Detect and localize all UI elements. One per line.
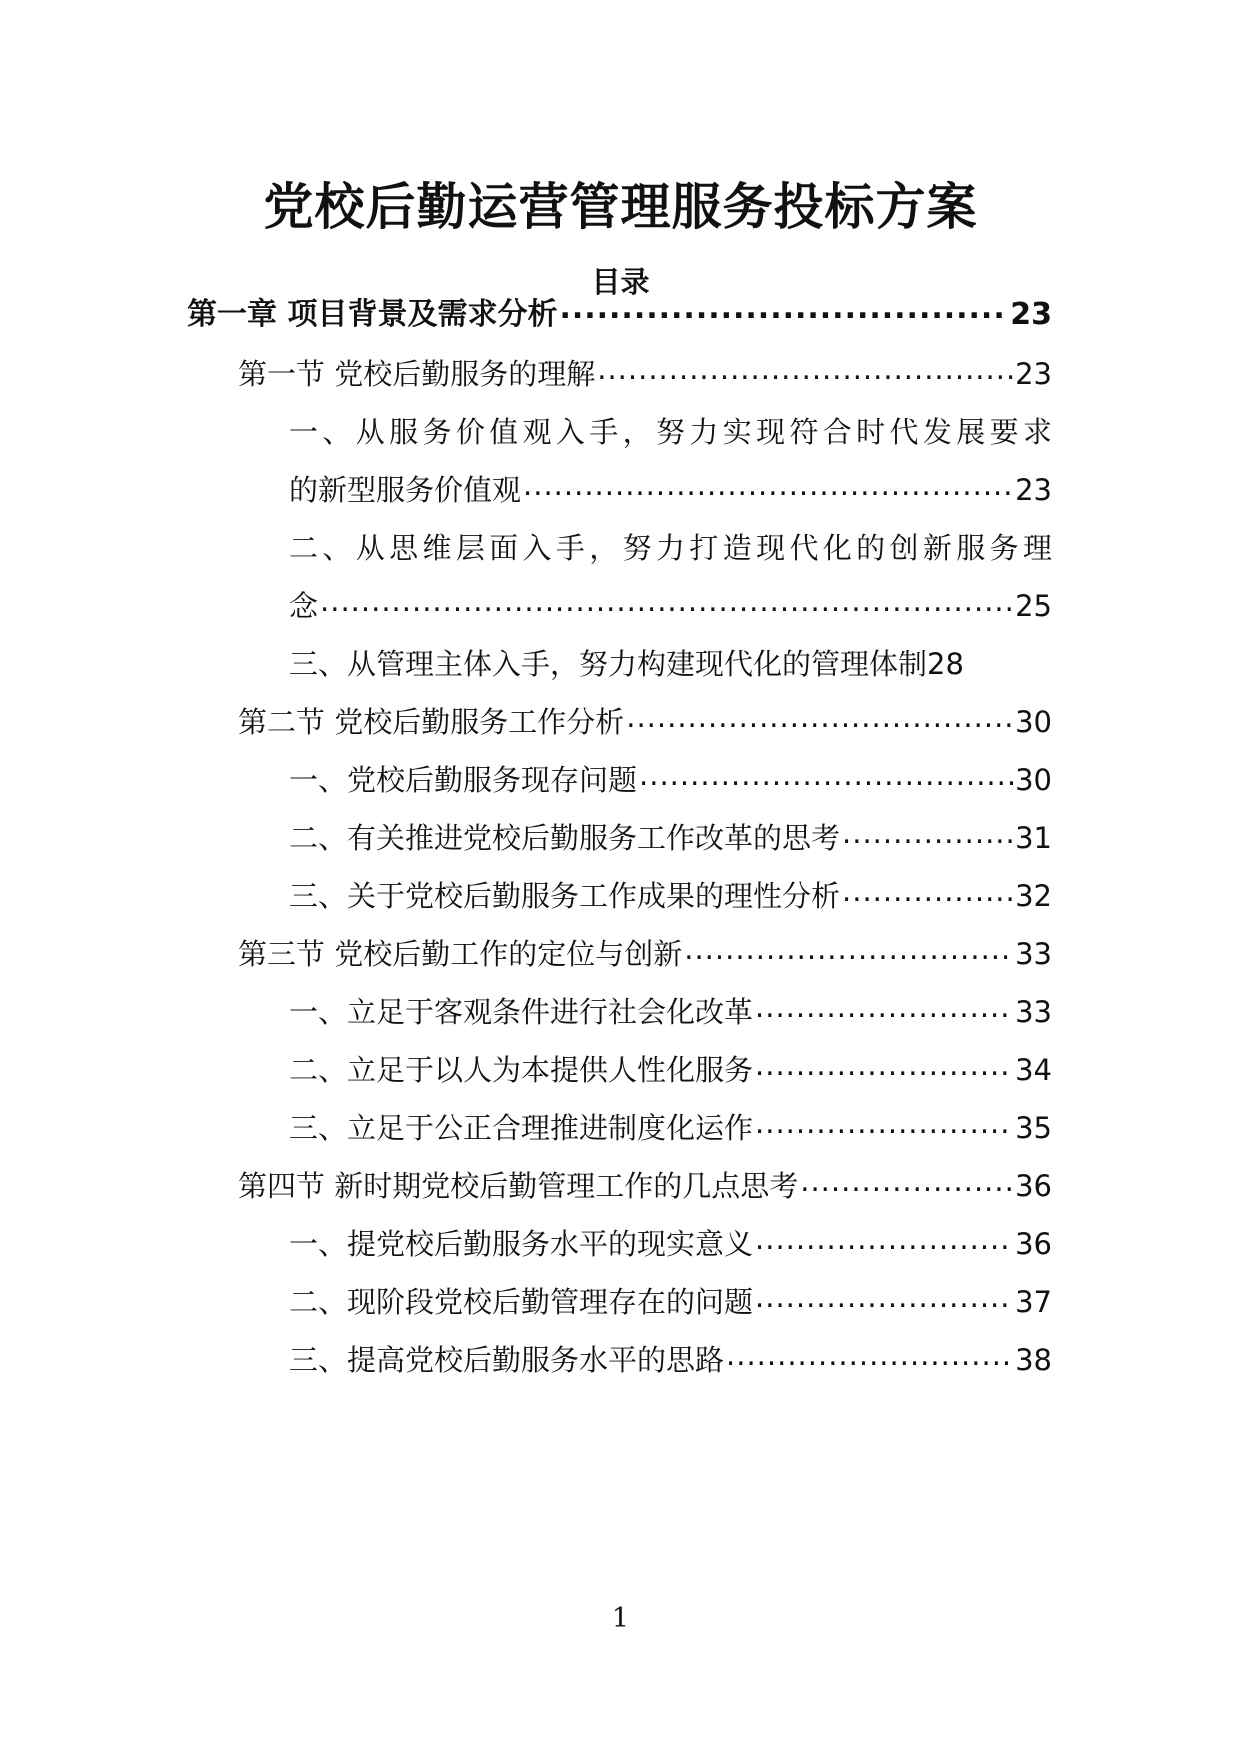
- toc-entry-chapter-1[interactable]: [187, 283, 1052, 347]
- document-title: 党校后勤运营管理服务投标方案: [263, 178, 978, 236]
- page-number: 1: [611, 1603, 630, 1634]
- dot-leader: [320, 587, 1013, 616]
- toc-entry-page: 33: [1015, 995, 1052, 1029]
- dot-leader: [842, 819, 1013, 848]
- toc-entry-page: 37: [1015, 1285, 1052, 1319]
- toc-entry-section-2[interactable]: [238, 690, 1052, 754]
- toc-entry-page: 23: [1010, 297, 1052, 332]
- toc-entry-text: 一、立足于客观条件进行社会化改革: [289, 995, 754, 1029]
- toc-entry-3-1[interactable]: [289, 980, 1052, 1044]
- dot-leader: [523, 471, 1013, 500]
- toc-entry-section-3[interactable]: [238, 922, 1052, 986]
- toc-entry-page: 36: [1015, 1169, 1052, 1203]
- toc-entry-text: 第二节 党校后勤服务工作分析: [238, 705, 625, 739]
- toc-entry-2-3[interactable]: [289, 864, 1052, 928]
- toc-entry-page: 30: [1015, 705, 1052, 739]
- dot-leader: [800, 1167, 1013, 1196]
- toc-entry-text: 一、提党校后勤服务水平的现实意义: [289, 1227, 754, 1261]
- toc-entry-text: 一、党校后勤服务现存问题: [289, 763, 638, 797]
- toc-entry-1-2-line2[interactable]: [289, 574, 1052, 638]
- toc-entry-page: 23: [1015, 473, 1052, 507]
- toc-entry-page: 23: [1015, 357, 1052, 391]
- toc-entry-page: 35: [1015, 1111, 1052, 1145]
- toc-entry-text: 三、立足于公正合理推进制度化运作: [289, 1111, 754, 1145]
- toc-entry-text: 三、提高党校后勤服务水平的思路: [289, 1343, 725, 1377]
- toc-entry-page: 34: [1015, 1053, 1052, 1087]
- toc-entry-page: 30: [1015, 763, 1052, 797]
- toc-entry-1-3[interactable]: [289, 632, 1052, 696]
- toc-entry-section-4[interactable]: [238, 1154, 1052, 1218]
- toc-entry-page: 28: [927, 647, 964, 681]
- toc-entry-3-2[interactable]: [289, 1038, 1052, 1102]
- toc-entry-2-1[interactable]: [289, 748, 1052, 812]
- dot-leader: [597, 355, 1013, 384]
- toc-entry-text: 二、立足于以人为本提供人性化服务: [289, 1053, 754, 1087]
- toc-entry-1-1-line2[interactable]: [289, 458, 1052, 522]
- dot-leader: [626, 703, 1013, 732]
- dot-leader: [684, 935, 1013, 964]
- toc-entry-2-2[interactable]: [289, 806, 1052, 870]
- dot-leader: [726, 1341, 1013, 1370]
- dot-leader: [559, 294, 1008, 324]
- dot-leader: [639, 761, 1013, 790]
- dot-leader: [755, 1109, 1013, 1138]
- toc-entry-text: 二、现阶段党校后勤管理存在的问题: [289, 1285, 754, 1319]
- toc-entry-page: 33: [1015, 937, 1052, 971]
- toc-heading: 目录: [591, 265, 650, 299]
- toc-entry-text: 三、从管理主体入手，努力构建现代化的管理体制: [289, 647, 928, 681]
- toc-entry-3-3[interactable]: [289, 1096, 1052, 1160]
- toc-entry-1-1-line1[interactable]: 一、从服务价值观入手，努力实现符合时代发展要求: [289, 415, 1052, 449]
- dot-leader: [755, 1051, 1013, 1080]
- toc-entry-section-1[interactable]: [238, 342, 1052, 406]
- toc-entry-4-3[interactable]: [289, 1328, 1052, 1392]
- dot-leader: [755, 993, 1013, 1022]
- dot-leader: [842, 877, 1013, 906]
- toc-entry-text: 第一章 项目背景及需求分析: [187, 297, 558, 332]
- toc-entry-4-2[interactable]: [289, 1270, 1052, 1334]
- toc-entry-text: 的新型服务价值观: [289, 473, 522, 507]
- toc-entry-text: 第四节 新时期党校后勤管理工作的几点思考: [238, 1169, 799, 1203]
- toc-entry-text: 二、有关推进党校后勤服务工作改革的思考: [289, 821, 841, 855]
- toc-entry-text: 念: [289, 589, 319, 623]
- toc-entry-text: 第一节 党校后勤服务的理解: [238, 357, 596, 391]
- dot-leader: [755, 1283, 1013, 1312]
- toc-entry-page: 38: [1015, 1343, 1052, 1377]
- toc-entry-page: 31: [1015, 821, 1052, 855]
- dot-leader: [755, 1225, 1013, 1254]
- toc-entry-text: 第三节 党校后勤工作的定位与创新: [238, 937, 683, 971]
- toc-entry-text: 三、关于党校后勤服务工作成果的理性分析: [289, 879, 841, 913]
- toc-entry-page: 25: [1015, 589, 1052, 623]
- toc-entry-1-2-line1[interactable]: 二、从思维层面入手，努力打造现代化的创新服务理: [289, 531, 1052, 565]
- toc-entry-page: 36: [1015, 1227, 1052, 1261]
- toc-entry-4-1[interactable]: [289, 1212, 1052, 1276]
- toc-entry-page: 32: [1015, 879, 1052, 913]
